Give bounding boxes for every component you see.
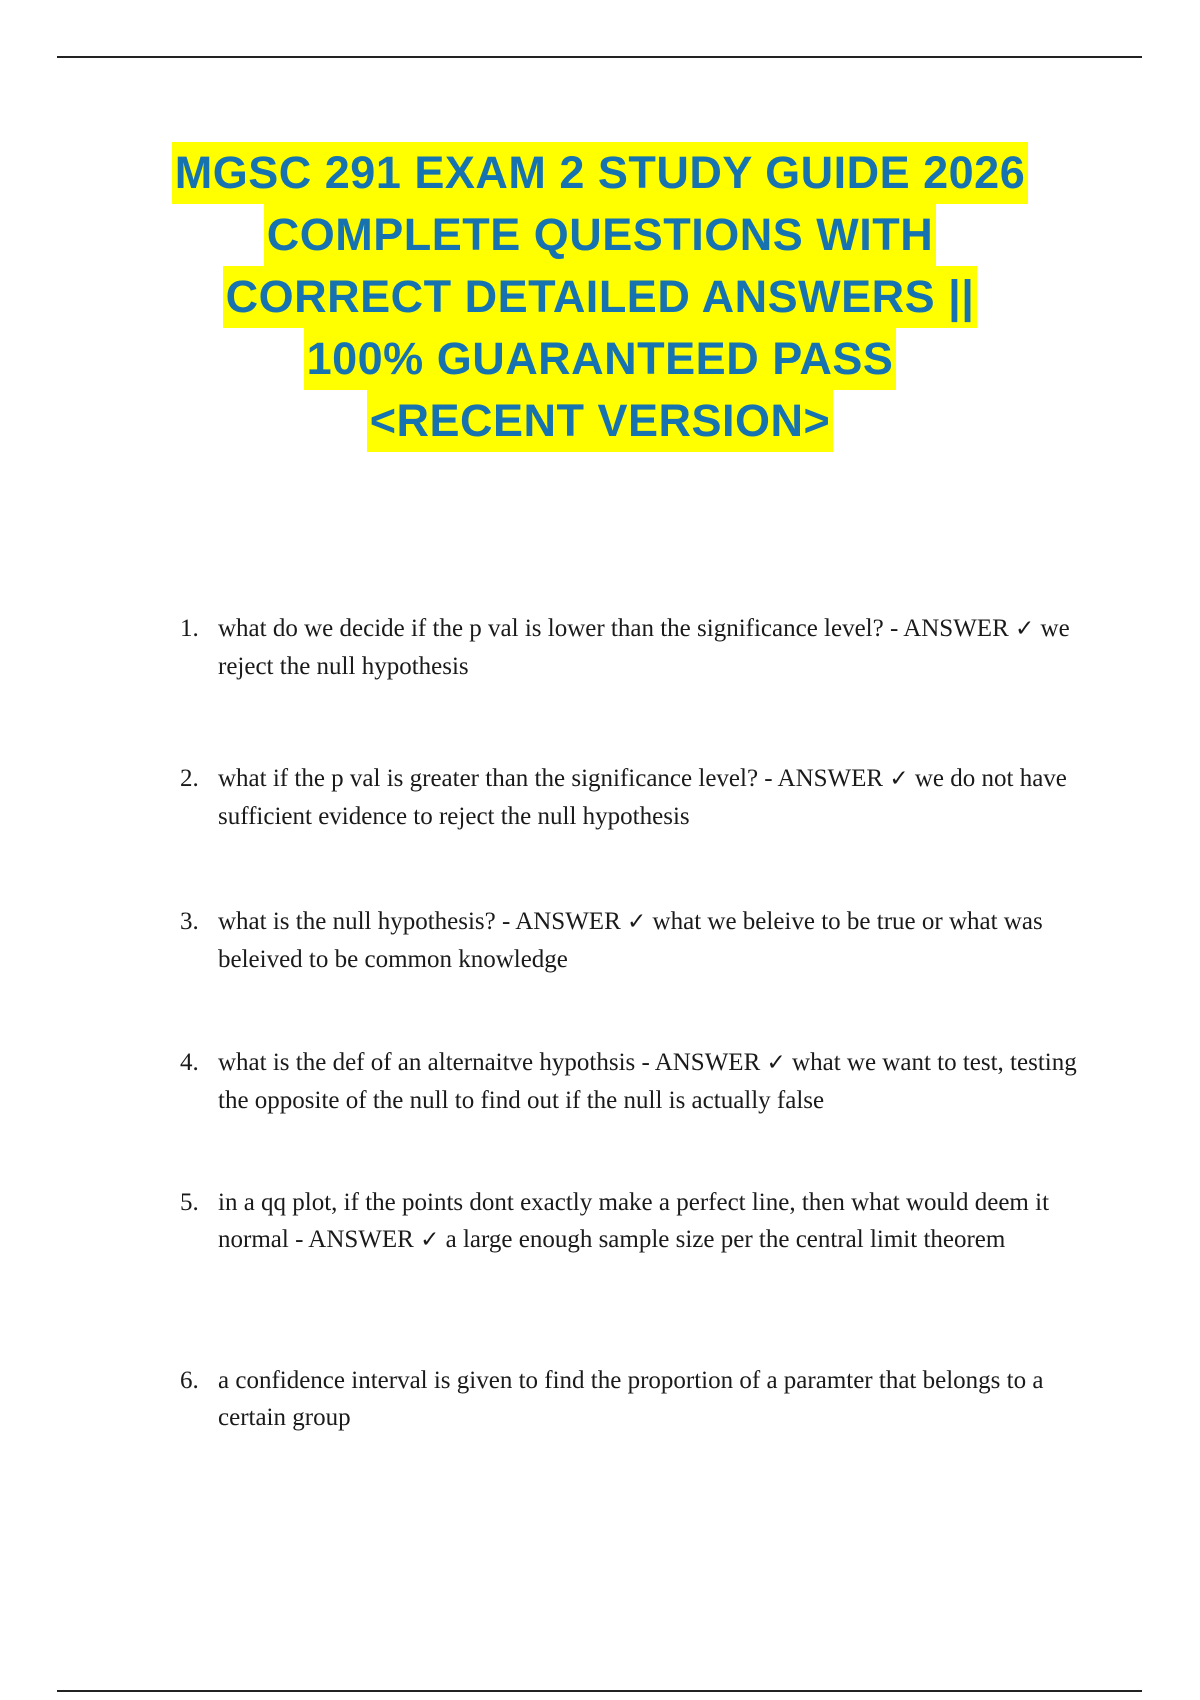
list-item xyxy=(180,1044,1080,1119)
title-line-1 xyxy=(0,142,1200,204)
top-rule xyxy=(57,56,1142,58)
item-text xyxy=(218,1044,1080,1119)
checkmark-icon: ✓ xyxy=(766,1050,786,1076)
answer-marker: ANSWER xyxy=(308,1226,414,1253)
answer-text: what we want to test, testing the opposite of the null to find out if the null is actually false xyxy=(218,1049,1077,1114)
item-text xyxy=(218,1362,1080,1436)
item-text xyxy=(218,760,1080,835)
question-text: what is the null hypothesis? - xyxy=(218,908,511,935)
item-number: 2. xyxy=(180,765,199,792)
title-line-5-text: <RECENT VERSION> xyxy=(367,390,834,452)
checkmark-icon: ✓ xyxy=(420,1227,440,1253)
list-item xyxy=(180,1362,1080,1436)
title-line-2-text: COMPLETE QUESTIONS WITH xyxy=(264,204,937,266)
list-item xyxy=(180,903,1080,978)
list-item xyxy=(180,760,1080,835)
answer-text: we do not have sufficient evidence to reject the null hypothesis xyxy=(218,765,1067,830)
question-text: what is the def of an alternaitve hypothsis - xyxy=(218,1049,650,1076)
question-text: what do we decide if the p val is lower than the significance level? - xyxy=(218,615,899,642)
answer-marker: ANSWER xyxy=(903,615,1009,642)
question-text: what if the p val is greater than the significance level? - xyxy=(218,765,773,792)
item-number: 5. xyxy=(180,1189,199,1216)
title-line-4 xyxy=(0,328,1200,390)
document-title xyxy=(0,142,1200,452)
title-line-4-text: 100% GUARANTEED PASS xyxy=(304,328,897,390)
title-line-3-text: CORRECT DETAILED ANSWERS || xyxy=(223,266,978,328)
item-number: 6. xyxy=(180,1367,199,1394)
answer-text: what we beleive to be true or what was beleived to be common knowledge xyxy=(218,908,1043,973)
item-number: 1. xyxy=(180,615,199,642)
title-line-2 xyxy=(0,204,1200,266)
answer-marker: ANSWER xyxy=(654,1049,761,1076)
answer-text: we reject the null hypothesis xyxy=(218,615,1070,680)
bottom-rule xyxy=(57,1690,1142,1692)
title-line-1-text: MGSC 291 EXAM 2 STUDY GUIDE 2026 xyxy=(172,142,1028,204)
item-text xyxy=(218,903,1080,978)
item-number: 3. xyxy=(180,908,199,935)
checkmark-icon: ✓ xyxy=(889,766,909,792)
checkmark-icon: ✓ xyxy=(1015,616,1035,642)
item-text xyxy=(218,1184,1080,1259)
answer-text: a large enough sample size per the central limit theorem xyxy=(445,1226,1006,1253)
question-text: in a qq plot, if the points dont exactly make a perfect line, then what would deem it normal - xyxy=(218,1189,1050,1253)
item-text xyxy=(218,610,1080,685)
question-text: a confidence interval is given to find the proportion of a paramter that belongs to a certain group xyxy=(218,1367,1044,1431)
checkmark-icon: ✓ xyxy=(627,909,647,935)
list-item xyxy=(180,610,1080,685)
title-line-5 xyxy=(0,390,1200,452)
answer-marker: ANSWER xyxy=(515,908,621,935)
list-item xyxy=(180,1184,1080,1259)
item-number: 4. xyxy=(180,1049,199,1076)
title-line-3 xyxy=(0,266,1200,328)
answer-marker: ANSWER xyxy=(777,765,884,792)
